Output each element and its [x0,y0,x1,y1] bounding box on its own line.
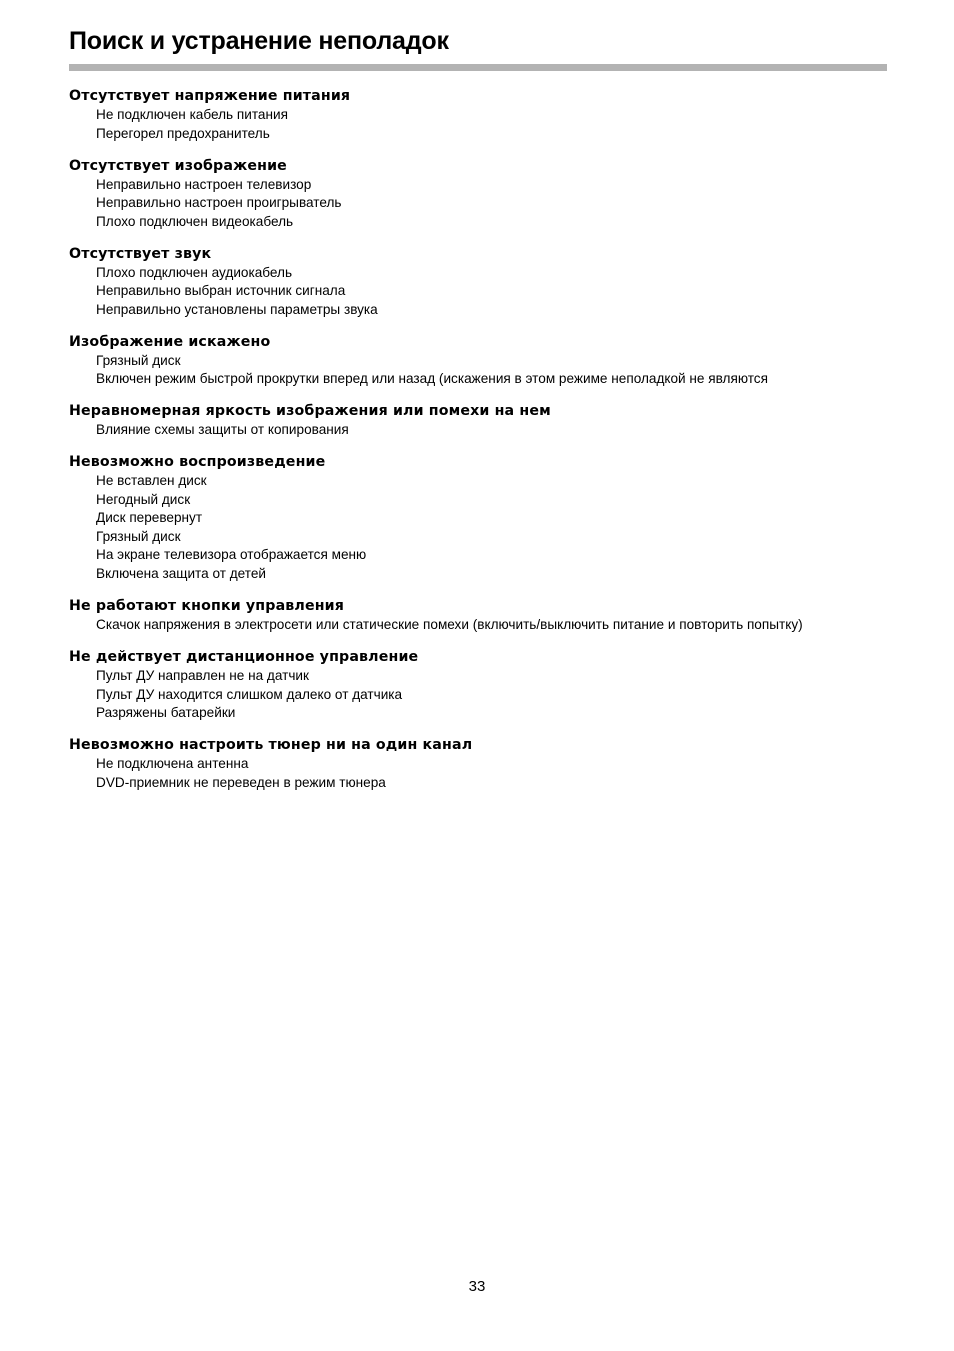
cause-item: Плохо подключен видеокабель [96,213,294,229]
troubleshooting-section [69,648,889,723]
cause-list [69,421,889,440]
cause-item: Неправильно установлены параметры звука [96,301,378,317]
cause-list [69,755,889,792]
cause-item: Не подключен кабель питания [96,107,288,122]
cause-item: Разряжены батарейки [96,705,236,721]
cause-item: Неправильно настроен телевизор [96,176,312,192]
cause-item: Негодный диск [96,491,191,507]
title-divider [69,64,887,71]
cause-item: Пульт ДУ находится слишком далеко от датчика [96,686,403,702]
troubleshooting-section [69,736,889,792]
cause-item: Включена защита от детей [96,565,266,581]
section-heading: Невозможно настроить тюнер ни на один канал [69,737,473,754]
cause-list [69,616,889,635]
section-heading: Отсутствует звук [69,245,212,262]
cause-item: Пульт ДУ направлен не на датчик [96,668,309,684]
section-heading: Невозможно воспроизведение [69,454,326,471]
cause-item: Не вставлен диск [96,473,207,489]
cause-item: На экране телевизора отображается меню [96,547,367,563]
page-title: Поиск и устранение неполадок [69,27,449,55]
cause-item: Неправильно выбран источник сигнала [96,283,346,299]
cause-item: Не подключена антенна [96,756,249,772]
cause-list [69,264,889,320]
cause-item: Плохо подключен аудиокабель [96,264,293,280]
cause-item: Перегорел предохранитель [96,125,270,141]
troubleshooting-section [69,87,889,143]
section-heading: Неравномерная яркость изображения или помехи на нем [69,403,551,420]
troubleshooting-section [69,597,889,635]
section-heading: Изображение искажено [69,333,271,350]
section-heading: Не работают кнопки управления [69,598,345,615]
cause-item: Влияние схемы защиты от копирования [96,422,349,438]
cause-item: Неправильно настроен проигрыватель [96,195,342,211]
section-heading: Отсутствует напряжение питания [69,88,351,104]
cause-list [69,352,889,389]
page-number: 33 [468,1278,486,1295]
troubleshooting-section [69,453,889,583]
troubleshooting-section [69,402,889,440]
troubleshooting-section [69,157,889,232]
cause-list [69,472,889,583]
section-heading: Отсутствует изображение [69,157,287,174]
cause-item: Грязный диск [96,352,181,368]
cause-item: DVD-приемник не переведен в режим тюнера [96,774,386,790]
cause-item: Диск перевернут [96,510,203,526]
cause-list [69,176,889,232]
cause-list [69,667,889,723]
cause-item: Включен режим быстрой прокрутки вперед или назад (искажения в этом режиме неполадкой не являются [96,371,768,387]
cause-item: Грязный диск [96,528,181,544]
troubleshooting-sections [69,87,889,806]
cause-item: Скачок напряжения в электросети или статические помехи (включить/выключить питание и повторить попытку) [96,617,803,633]
troubleshooting-section [69,245,889,320]
troubleshooting-section [69,333,889,389]
section-heading: Не действует дистанционное управление [69,649,419,666]
cause-list [69,106,889,143]
